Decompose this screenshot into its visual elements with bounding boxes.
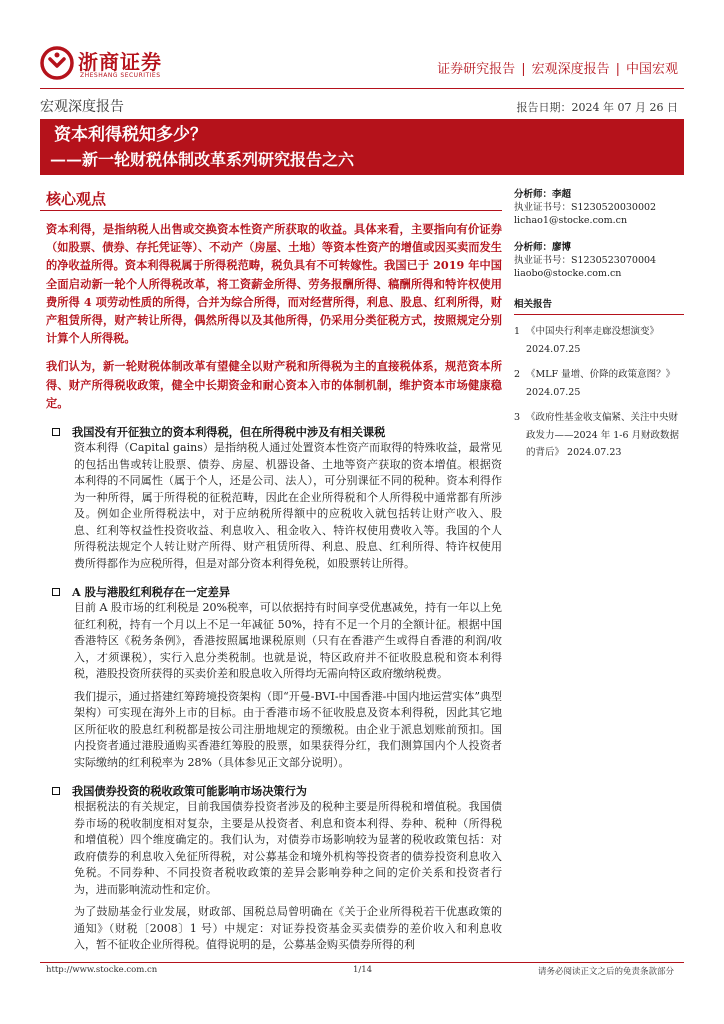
brand-logo bbox=[40, 44, 170, 88]
section-heading-text: 我国没有开征独立的资本利得税，但在所得税中涉及有相关课税 bbox=[72, 425, 386, 440]
related-report-text[interactable]: 《政府性基金收支偏紧、关注中央财政发力——2024 年 1-6 月财政数据的背后》 2024.07.23 bbox=[526, 412, 680, 458]
tag-separator: | bbox=[521, 62, 526, 77]
core-views-heading: 核心观点 bbox=[46, 190, 107, 208]
section-heading-text: 我国债券投资的税收政策可能影响市场决策行为 bbox=[72, 784, 307, 799]
brand-name-cn: 浙商证券 bbox=[78, 50, 162, 74]
main-column bbox=[46, 220, 502, 954]
section-dividend-tax bbox=[46, 584, 502, 771]
section-heading bbox=[52, 424, 502, 440]
sidebar bbox=[514, 188, 684, 462]
analyst-block bbox=[514, 241, 684, 280]
core-view-paragraph: 资本利得，是指纳税人出售或交换资本性资产所获取的收益。具体来看，主要指向有价证券（如股票、债券、存托凭证等）、不动产（房屋、土地）等资本性资产的增值或因买卖而发生的净收益所得。资本利得税属于所得税范畴，税负具有不可转嫁性。我国已于 2019 年中国全面启动新一轮个人所得税改革，将工资薪金所得、劳务报酬所得、稿酬所得和特许权使用费所得 4 项劳动性质的所得，合并为综合所得，而对经营所得，利息、股息、红利所得，财产租赁所得，财产转让所得，偶然所得以及其他所得，仍采用分类征税方式，按照规定分别计算个人所得税。 bbox=[46, 222, 502, 346]
checkbox-bullet-icon bbox=[52, 787, 60, 795]
checkbox-bullet-icon bbox=[52, 428, 60, 436]
brand-name-en: ZHESHANG SECURITIES bbox=[80, 72, 161, 79]
analyst-name: 分析师：李超 bbox=[514, 189, 572, 200]
report-category-tags bbox=[437, 58, 678, 77]
analyst-name: 分析师：廖博 bbox=[514, 242, 572, 253]
related-report-item[interactable] bbox=[514, 323, 684, 358]
analyst-email[interactable]: liaobo@stocke.com.cn bbox=[514, 268, 622, 279]
footer-divider bbox=[40, 962, 684, 963]
analyst-cert: 执业证书号：S1230523070004 bbox=[514, 255, 657, 266]
section-heading bbox=[52, 584, 502, 600]
report-title: 资本利得税知多少？ bbox=[54, 125, 207, 145]
section-heading bbox=[52, 783, 502, 799]
footer-disclaimer: 请务必阅读正文之后的免责条款部分 bbox=[537, 967, 674, 977]
analyst-block bbox=[514, 188, 684, 227]
report-type: 宏观深度报告 bbox=[40, 99, 124, 115]
footer-website-link[interactable]: http://www.stocke.com.cn bbox=[46, 965, 158, 975]
analyst-cert: 执业证书号：S1230520030002 bbox=[514, 202, 657, 213]
tag-separator: | bbox=[615, 62, 620, 77]
related-report-number: 3 bbox=[514, 412, 521, 423]
body-paragraph: 根据税法的有关规定，目前我国债券投资者涉及的税种主要是所得税和增值税。我国债券市场的税收制度相对复杂，主要是从投资者、利息和资本利得、券种、税种（所得税和增值税）四个维度确定的。我们认为，对债券市场影响较为显著的税收政策包括：对政府债券的利息收入免征所得税，对公募基金和境外机构等投资者的债券投资利息收入免税。不同券种、不同投资者税收政策的差异会影响券种之间的定价关系和投资者行为，进而影响流动性和定价。 bbox=[74, 800, 502, 896]
page-number: 1/14 bbox=[353, 965, 373, 975]
body-paragraph: 为了鼓励基金行业发展，财政部、国税总局曾明确在《关于企业所得税若干优惠政策的通知》（财税〔2008〕1 号）中规定：对证券投资基金买卖债券的差价收入和利息收入，暂不征收企业所得税。值得说明的是，公募基金购买债券所得的利 bbox=[74, 905, 502, 952]
header-divider bbox=[40, 88, 684, 89]
report-subtitle: ——新一轮财税体制改革系列研究报告之六 bbox=[50, 150, 355, 169]
tag-china-macro: 中国宏观 bbox=[625, 62, 678, 77]
core-views-divider bbox=[40, 210, 502, 211]
report-date: 报告日期：2024 年 07 月 26 日 bbox=[516, 101, 678, 114]
zheshang-logo-icon bbox=[40, 46, 74, 80]
related-reports-heading: 相关报告 bbox=[514, 296, 684, 315]
related-report-text[interactable]: 《MLF 量增、价降的政策意图？》 2024.07.25 bbox=[526, 369, 676, 398]
section-heading-text: A 股与港股红利税存在一定差异 bbox=[72, 585, 231, 600]
body-paragraph: 我们提示，通过搭建红筹跨境投资架构（即“开曼-BVI-中国香港-中国内地运营实体”典型架构）可实现在海外上市的目标。由于香港市场不征收股息及资本利得税，因此其它地区所征收的股息红利税都是按公司注册地规定的预缴税。由企业于派息划账前预扣。国内投资者通过港股通购买香港红筹股的股票，如果获得分红，我们测算国内个人投资者实际缴纳的红利税率为 28%（具体参见正文部分说明）。 bbox=[74, 689, 502, 769]
checkbox-bullet-icon bbox=[52, 588, 60, 596]
related-report-number: 2 bbox=[514, 369, 521, 380]
related-report-text[interactable]: 《中国央行利率走廊没想演变》 2024.07.25 bbox=[526, 326, 660, 355]
body-paragraph: 资本利得（Capital gains）是指纳税人通过处置资本性资产而取得的特殊收益，最常见的包括出售或转让股票、债券、房屋、机器设备、土地等资产获取的资本增值。根据资本利得的不同属性（属于个人，还是公司、法人），可分别课征不同的税种。资本利得作为一种所得，属于所得税的征税范畴，因此在企业所得税和个人所得税中通常都有所涉及。例如企业所得税法中，对于应纳税所得额中的应税收入就包括转让财产收入、股息、红利等权益性投资收益、利息收入、租金收入、特许权使用费收入等。我国的个人所得税法规定个人转让财产所得、财产租赁所得、利息、股息、红利所得、特许权使用费所得都作为应税所得，但是对部分资本利得免税，如股票转让所得。 bbox=[74, 441, 502, 570]
body-paragraph: 目前 A 股市场的红利税是 20%税率，可以依据持有时间享受优惠减免，持有一年以上免征红利税，持有一个月以上不足一年减征 50%，持有不足一个月的全额计征。根据中国香港特区《税务条例》，香港按照属地课税原则（只有在香港产生或得自香港的利润/收入，才须课税），实行入息分类税制。也就是说，特区政府并不征收股息税和资本利得税，港股投资所获得的买卖价差和股息收入所得均无需向特区政府缴纳税费。 bbox=[74, 601, 502, 681]
core-view-paragraph: 我们认为，新一轮财税体制改革有望健全以财产税和所得税为主的直接税体系，规范资本所得、财产所得税收政策，健全中长期资金和耐心资本入市的体制机制，维护资本市场健康稳定。 bbox=[46, 359, 502, 410]
related-report-number: 1 bbox=[514, 326, 521, 337]
tag-macro-report: 宏观深度报告 bbox=[531, 62, 610, 77]
tag-research-report: 证券研究报告 bbox=[437, 62, 516, 77]
related-report-item[interactable] bbox=[514, 366, 684, 401]
section-capital-gains bbox=[46, 424, 502, 572]
analyst-email[interactable]: lichao1@stocke.com.cn bbox=[514, 215, 628, 226]
related-report-item[interactable] bbox=[514, 409, 684, 462]
section-bond-tax bbox=[46, 783, 502, 954]
title-banner bbox=[40, 119, 684, 175]
